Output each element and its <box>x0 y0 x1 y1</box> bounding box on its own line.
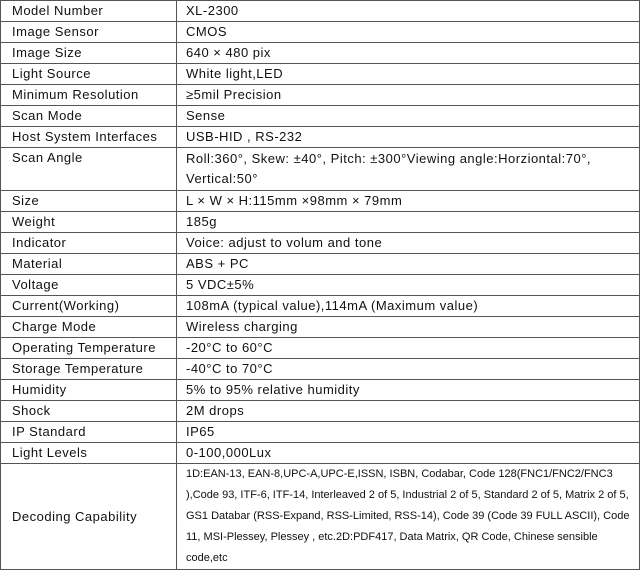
table-row <box>1 422 640 443</box>
table-row <box>1 464 640 570</box>
spec-value: Roll:360°, Skew: ±40°, Pitch: ±300°Viewing angle:Horziontal:70°, Vertical:50° <box>177 148 640 191</box>
table-row <box>1 359 640 380</box>
spec-value: Sense <box>177 106 640 127</box>
table-row <box>1 64 640 85</box>
spec-label: Weight <box>1 212 177 233</box>
table-row <box>1 296 640 317</box>
spec-value: White light,LED <box>177 64 640 85</box>
spec-label: Size <box>1 191 177 212</box>
spec-value: IP65 <box>177 422 640 443</box>
spec-value: Wireless charging <box>177 317 640 338</box>
table-row <box>1 1 640 22</box>
spec-label: Scan Mode <box>1 106 177 127</box>
spec-value: -40°C to 70°C <box>177 359 640 380</box>
spec-label: Indicator <box>1 233 177 254</box>
table-row <box>1 148 640 191</box>
spec-value: 5% to 95% relative humidity <box>177 380 640 401</box>
table-row <box>1 127 640 148</box>
spec-label: Image Sensor <box>1 22 177 43</box>
table-row <box>1 212 640 233</box>
table-row <box>1 233 640 254</box>
spec-label: Minimum Resolution <box>1 85 177 106</box>
table-row <box>1 275 640 296</box>
spec-value: L × W × H:115mm ×98mm × 79mm <box>177 191 640 212</box>
spec-label: Light Levels <box>1 443 177 464</box>
table-row <box>1 338 640 359</box>
table-row <box>1 254 640 275</box>
spec-value: ≥5mil Precision <box>177 85 640 106</box>
table-row <box>1 443 640 464</box>
spec-value: XL-2300 <box>177 1 640 22</box>
spec-label: Storage Temperature <box>1 359 177 380</box>
spec-value: 0-100,000Lux <box>177 443 640 464</box>
spec-label: Operating Temperature <box>1 338 177 359</box>
table-row <box>1 22 640 43</box>
table-row <box>1 380 640 401</box>
spec-label: Model Number <box>1 1 177 22</box>
spec-value: 640 × 480 pix <box>177 43 640 64</box>
spec-value: 1D:EAN-13, EAN-8,UPC-A,UPC-E,ISSN, ISBN, Codabar, Code 128(FNC1/FNC2/FNC3 ),Code 93, ITF-6, ITF-14, Interleaved 2 of 5, Industrial 2 of 5, Standard 2 of 5, Matrix 2 of 5, GS1 Databar (RSS-Expand, RSS-Limited, RSS-14), Code 39 (Code 39 FULL ASCII), Code 11, MSI-Plessey, Plessey , etc.2D:PDF417, Data Matrix, QR Code, Chinese sensible code,etc <box>177 464 640 570</box>
spec-value: Voice: adjust to volum and tone <box>177 233 640 254</box>
spec-label: IP Standard <box>1 422 177 443</box>
table-row <box>1 43 640 64</box>
spec-label: Humidity <box>1 380 177 401</box>
spec-value: -20°C to 60°C <box>177 338 640 359</box>
spec-label: Decoding Capability <box>1 464 177 570</box>
table-row <box>1 85 640 106</box>
spec-label: Scan Angle <box>1 148 177 191</box>
table-row <box>1 317 640 338</box>
spec-label: Voltage <box>1 275 177 296</box>
spec-label: Material <box>1 254 177 275</box>
spec-value: CMOS <box>177 22 640 43</box>
spec-label: Light Source <box>1 64 177 85</box>
spec-value: 108mA (typical value),114mA (Maximum value) <box>177 296 640 317</box>
spec-value: ABS + PC <box>177 254 640 275</box>
spec-label: Shock <box>1 401 177 422</box>
table-row <box>1 401 640 422</box>
spec-label: Current(Working) <box>1 296 177 317</box>
spec-value: USB-HID , RS-232 <box>177 127 640 148</box>
spec-value: 5 VDC±5% <box>177 275 640 296</box>
spec-label: Charge Mode <box>1 317 177 338</box>
spec-label: Image Size <box>1 43 177 64</box>
spec-value: 185g <box>177 212 640 233</box>
table-row <box>1 106 640 127</box>
spec-value: 2M drops <box>177 401 640 422</box>
table-row <box>1 191 640 212</box>
spec-label: Host System Interfaces <box>1 127 177 148</box>
